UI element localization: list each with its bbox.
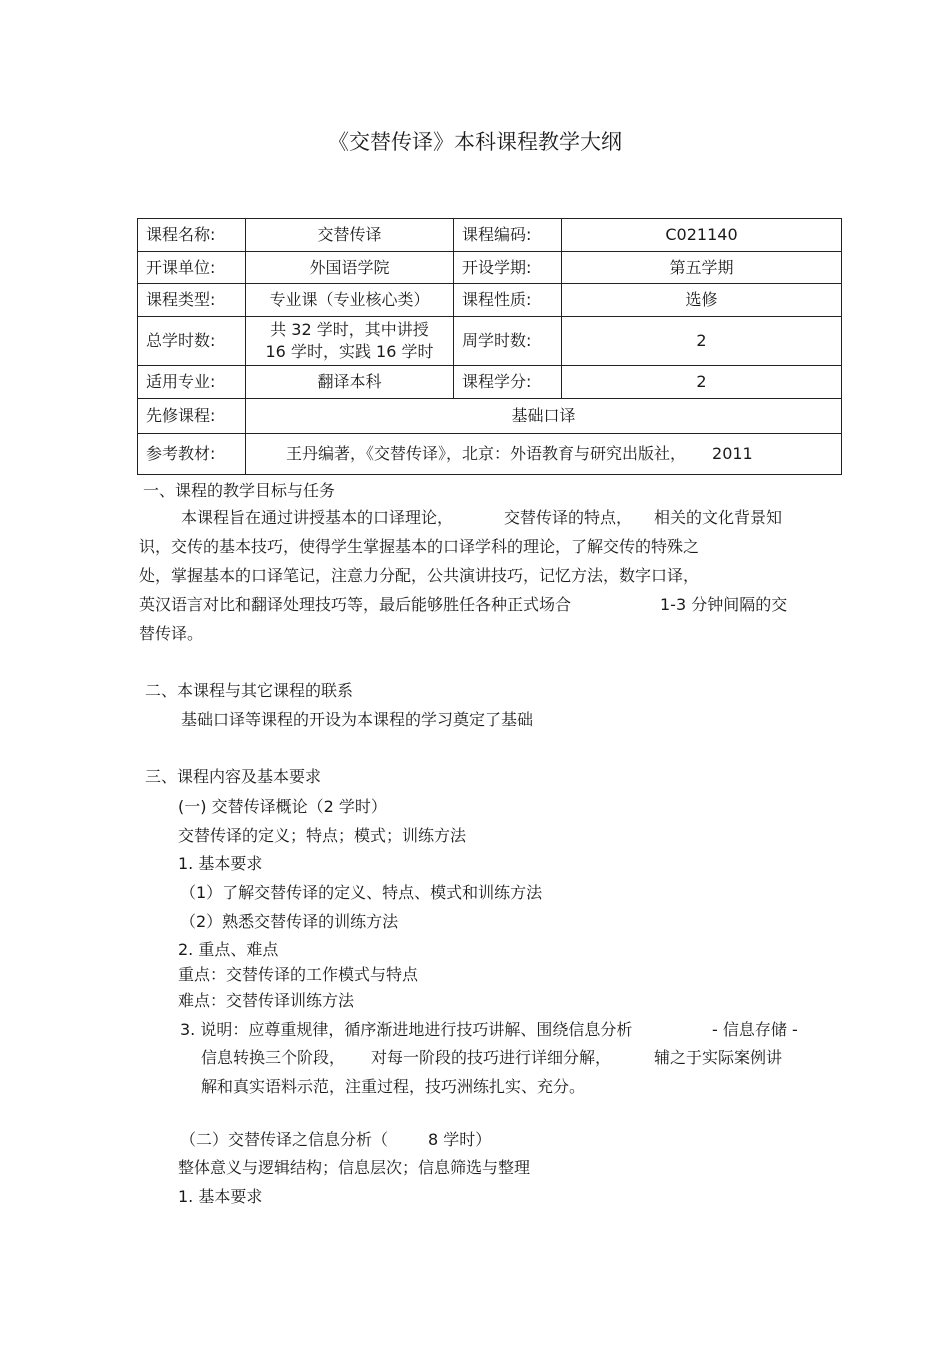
table-row [138,317,842,366]
section-1-line: 相关的文化背景知 [654,508,783,527]
total-hours-line-1: 共 32 学时，其中讲授 [270,320,429,339]
table-row [138,219,842,252]
prerequisite-label: 先修课程: [138,399,246,434]
course-name-value: 交替传译 [246,219,454,252]
table-row [138,399,842,434]
table-row [138,252,842,284]
course-code-label: 课程编码: [454,219,562,252]
section-2-heading: 二、本课程与其它课程的联系 [145,681,354,700]
section-1-line: 本课程旨在通过讲授基本的口译理论， [181,508,454,527]
total-hours-line-2: 16 学时，实践 16 学时 [265,342,434,361]
textbook-label: 参考教材: [138,434,246,475]
section-1-line: 1-3 分钟间隔的交 [660,595,788,614]
total-hours-label: 总学时数: [138,317,246,366]
note-line: 对每一阶段的技巧进行详细分解， [371,1048,612,1067]
course-info-table [137,218,842,475]
key-points-heading: 2. 重点、难点 [178,940,279,959]
table-row [138,366,842,399]
note-line: 辅之于实际案例讲 [654,1048,783,1067]
note-line: 信息转换三个阶段， [201,1048,346,1067]
course-nature-value: 选修 [562,284,842,317]
major-label: 适用专业: [138,366,246,399]
prerequisite-value: 基础口译 [246,399,842,434]
unit-2-requirements-heading: 1. 基本要求 [178,1187,263,1206]
course-type-label: 课程类型: [138,284,246,317]
requirements-heading: 1. 基本要求 [178,854,263,873]
unit-2-title-hours: 8 学时） [428,1130,492,1149]
requirement-item: （2）熟悉交替传译的训练方法 [180,912,399,931]
section-1-line: 处，掌握基本的口译笔记，注意力分配，公共演讲技巧，记忆方法，数字口译， [139,566,700,585]
unit-2-title: （二）交替传译之信息分析（ [180,1130,389,1149]
course-type-value: 专业课（专业核心类） [246,284,454,317]
textbook-text: 王丹编著，《交替传译》，北京：外语教育与研究出版社， [286,444,687,463]
unit-1-topics: 交替传译的定义；特点；模式；训练方法 [178,826,467,845]
course-nature-label: 课程性质: [454,284,562,317]
difficult-point: 难点：交替传译训练方法 [178,991,355,1010]
weekly-hours-label: 周学时数: [454,317,562,366]
credits-value: 2 [562,366,842,399]
course-name-label: 课程名称: [138,219,246,252]
unit-2-topics: 整体意义与逻辑结构；信息层次；信息筛选与整理 [178,1158,531,1177]
key-point: 重点：交替传译的工作模式与特点 [178,965,419,984]
unit-1-title: (一) 交替传译概论（2 学时） [178,797,387,816]
credits-label: 课程学分: [454,366,562,399]
textbook-value [246,434,842,475]
textbook-year: 2011 [712,444,753,463]
total-hours-value [246,317,454,366]
section-1-heading: 一、课程的教学目标与任务 [143,481,336,500]
table-row [138,434,842,475]
section-3-heading: 三、课程内容及基本要求 [145,767,322,786]
note-line: 解和真实语料示范，注重过程，技巧洲练扎实、充分。 [201,1077,586,1096]
section-1-line: 替传译。 [139,624,204,643]
semester-value: 第五学期 [562,252,842,284]
section-1-line: 英汉语言对比和翻译处理技巧等，最后能够胜任各种正式场合 [139,595,572,614]
department-label: 开课单位: [138,252,246,284]
requirement-item: （1）了解交替传译的定义、特点、模式和训练方法 [180,883,543,902]
table-row [138,284,842,317]
semester-label: 开设学期: [454,252,562,284]
major-value: 翻译本科 [246,366,454,399]
note-line: 3. 说明：应尊重规律，循序渐进地进行技巧讲解、围绕信息分析 [180,1020,633,1039]
note-line: - 信息存储 - [712,1020,798,1039]
section-1-line: 交替传译的特点， [504,508,633,527]
section-1-line: 识，交传的基本技巧，使得学生掌握基本的口译学科的理论，了解交传的特殊之 [139,537,700,556]
section-2-body: 基础口译等课程的开设为本课程的学习奠定了基础 [181,710,534,729]
department-value: 外国语学院 [246,252,454,284]
course-code-value: C021140 [562,219,842,252]
document-title: 《交替传译》本科课程教学大纲 [328,130,622,154]
weekly-hours-value: 2 [562,317,842,366]
